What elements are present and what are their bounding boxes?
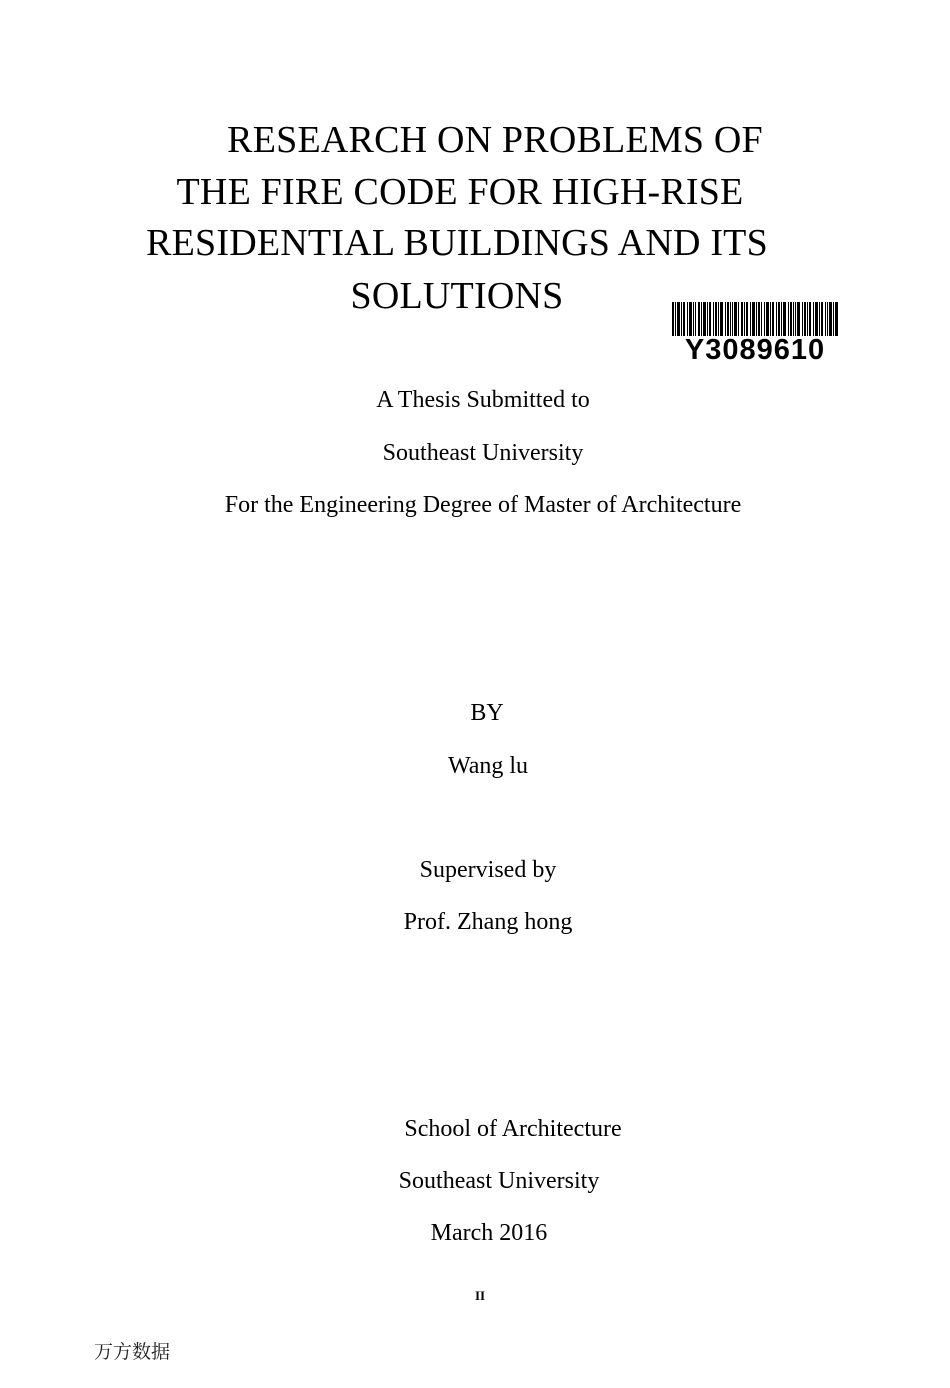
title-line-2: THE FIRE CODE FOR HIGH-RISE (176, 171, 744, 213)
submission-line-3: For the Engineering Degree of Master of Architecture (224, 492, 742, 518)
title-line-1: RESEARCH ON PROBLEMS OF (227, 119, 763, 161)
barcode-number: Y3089610 (684, 334, 826, 366)
by-label: BY (470, 700, 504, 726)
title-line-4: SOLUTIONS (350, 275, 564, 317)
supervised-by-label: Supervised by (419, 857, 557, 883)
author-name: Wang lu (447, 753, 529, 779)
page-number: II (474, 1288, 486, 1303)
school-name: School of Architecture (404, 1116, 622, 1142)
watermark: 万方数据 (94, 1341, 171, 1363)
title-line-3: RESIDENTIAL BUILDINGS AND ITS (146, 222, 768, 264)
submission-date: March 2016 (430, 1220, 548, 1246)
supervisor-name: Prof. Zhang hong (403, 909, 573, 935)
university-name: Southeast University (398, 1168, 600, 1194)
barcode-image (672, 302, 838, 336)
submission-line-1: A Thesis Submitted to (376, 387, 590, 413)
submission-line-2: Southeast University (382, 440, 584, 466)
